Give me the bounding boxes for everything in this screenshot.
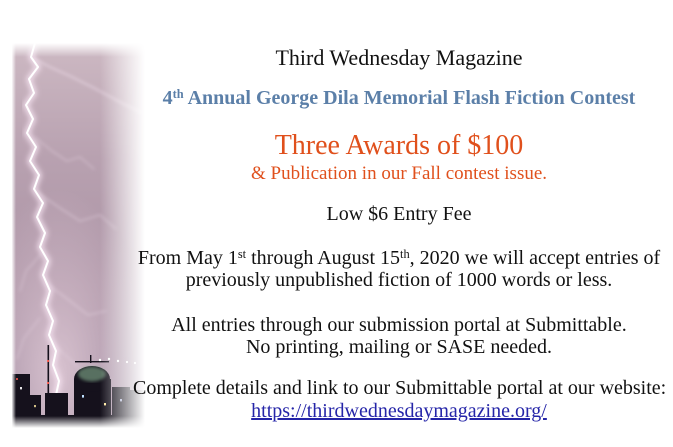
dates-paragraph — [133, 247, 665, 291]
dates-line2: previously unpublished fiction of 1000 words or less. — [185, 269, 613, 291]
submission-line2: No printing, mailing or SASE needed. — [245, 336, 553, 358]
dates-part2: through August 15 — [246, 247, 401, 269]
dates-part3: , 2020 we will accept entries of — [409, 247, 661, 269]
contest-heading — [133, 87, 665, 110]
submission-paragraph — [133, 314, 665, 358]
dates-sup-second: th — [400, 247, 410, 262]
entry-fee-line: Low $6 Entry Fee — [326, 203, 472, 225]
magazine-title: Third Wednesday Magazine — [275, 45, 523, 70]
dates-sup-first: st — [237, 247, 247, 262]
website-link[interactable]: https://thirdwednesdaymagazine.org/ — [251, 400, 547, 422]
contest-number-ordinal: th — [172, 87, 184, 102]
contest-number: 4 — [162, 87, 173, 109]
award-subline: & Publication in our Fall contest issue. — [250, 163, 548, 184]
submission-line1: All entries through our submission portal at Submittable. — [171, 314, 627, 336]
award-headline: Three Awards of $100 — [274, 130, 524, 161]
lightning-photo — [12, 43, 145, 428]
website-link-line — [133, 400, 665, 423]
contest-heading-rest: Annual George Dila Memorial Flash Fiction Contest — [183, 87, 636, 109]
dates-part1: From May 1 — [137, 247, 238, 269]
details-line: Complete details and link to our Submittable portal at our website: — [133, 377, 667, 399]
